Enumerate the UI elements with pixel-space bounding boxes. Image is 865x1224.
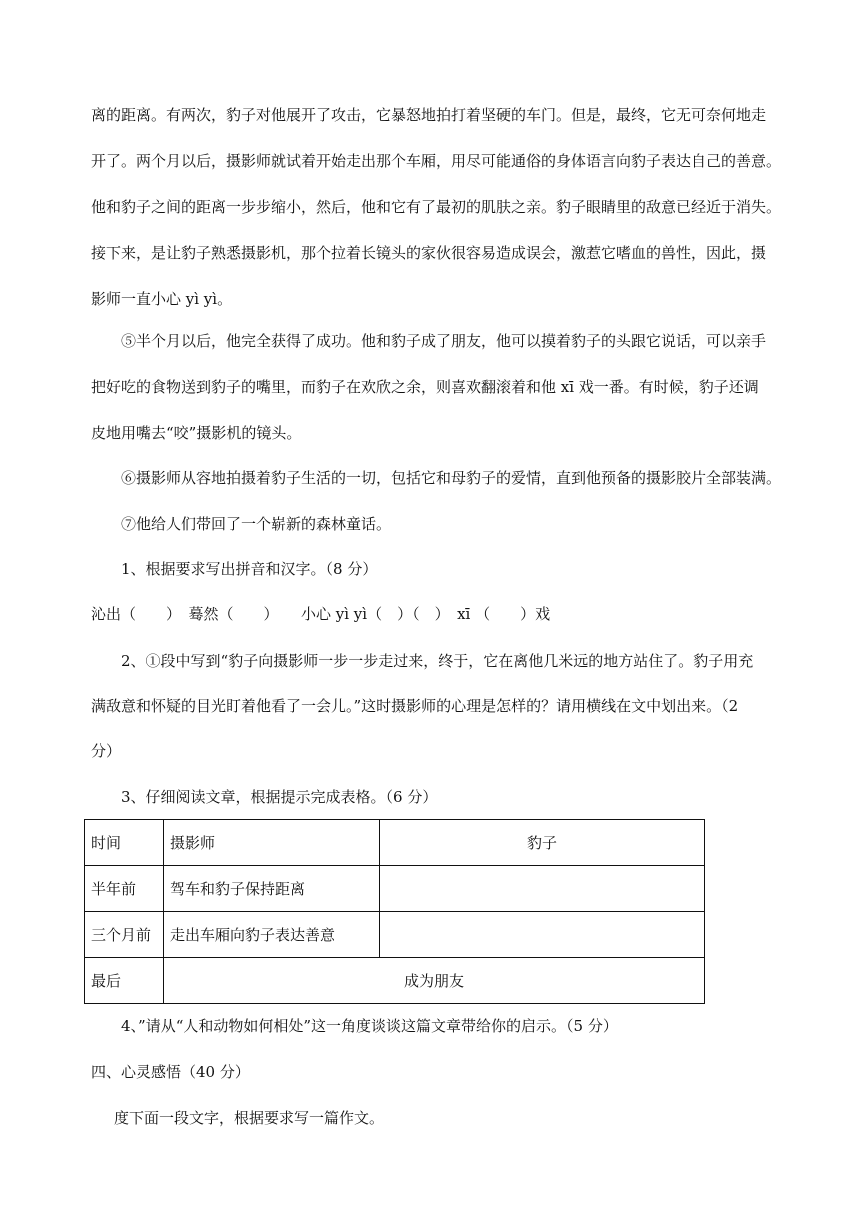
paragraph-5-line-1: ⑤半个月以后，他完全获得了成功。他和豹子成了朋友，他可以摸着豹子的头跟它说话，可以亲手	[121, 332, 767, 350]
table-row	[85, 912, 705, 958]
paragraph-5-line-2: 把好吃的食物送到豹子的嘴里，而豹子在欢欣之余，则喜欢翻滚着和他 xī 戏一番。有时候，豹子还调	[91, 378, 759, 396]
row-time: 半年前	[85, 866, 164, 912]
header-leopard: 豹子	[380, 820, 705, 866]
row-leopard-blank[interactable]	[380, 912, 705, 958]
paragraph-4-line-3: 他和豹子之间的距离一步步缩小，然后，他和它有了最初的肌肤之亲。豹子眼睛里的敌意已经近于消失。	[91, 198, 782, 216]
row-photographer: 驾车和豹子保持距离	[164, 866, 380, 912]
question-1-blanks: 沁出（ ） 蓦然（ ） 小心 yì yì（ ）（ ） xī （ ）戏	[91, 605, 551, 623]
section-4-intro: 度下面一段文字，根据要求写一篇作文。	[114, 1109, 385, 1127]
table-row	[85, 866, 705, 912]
section-4-title: 四、心灵感悟（40 分）	[91, 1063, 250, 1081]
paragraph-6: ⑥摄影师从容地拍摄着豹子生活的一切，包括它和母豹子的爱情，直到他预备的摄影胶片全部装满。	[121, 469, 782, 487]
header-photographer: 摄影师	[164, 820, 380, 866]
question-2-line-3: 分）	[91, 742, 122, 760]
question-2-line-1: 2、①段中写到“豹子向摄影师一步一步走过来，终于，它在离他几米远的地方站住了。豹子用充	[121, 652, 754, 670]
table-header-row	[85, 820, 705, 866]
paragraph-4-line-1: 离的距离。有两次，豹子对他展开了攻击，它暴怒地拍打着坚硬的车门。但是，最终，它无可奈何地走	[91, 106, 767, 124]
answer-table	[84, 819, 705, 1004]
question-4: 4、”请从“人和动物如何相处”这一角度谈谈这篇文章带给你的启示。（5 分）	[121, 1017, 618, 1035]
paragraph-5-line-3: 皮地用嘴去“咬”摄影机的镜头。	[91, 424, 302, 442]
paragraph-4-line-5: 影师一直小心 yì yì。	[91, 290, 233, 308]
paragraph-4-line-2: 开了。两个月以后，摄影师就试着开始走出那个车厢，用尽可能通俗的身体语言向豹子表达自己的善意。	[91, 152, 782, 170]
row-leopard-blank[interactable]	[380, 866, 705, 912]
question-3: 3、仔细阅读文章，根据提示完成表格。（6 分）	[121, 788, 438, 806]
table-row-last	[85, 958, 705, 1004]
paragraph-7: ⑦他给人们带回了一个崭新的森林童话。	[121, 515, 392, 533]
header-time: 时间	[85, 820, 164, 866]
question-2-line-2: 满敌意和怀疑的目光盯着他看了一会儿。”这时摄影师的心理是怎样的？请用横线在文中划出来。（2	[91, 697, 739, 715]
row-photographer: 走出车厢向豹子表达善意	[164, 912, 380, 958]
paragraph-4-line-4: 接下来，是让豹子熟悉摄影机，那个拉着长镜头的家伙很容易造成误会，激惹它嗜血的兽性，因此，摄	[91, 244, 767, 262]
row-time: 最后	[85, 958, 164, 1004]
question-1: 1、根据要求写出拼音和汉字。（8 分）	[121, 560, 378, 578]
row-merged-result: 成为朋友	[164, 958, 705, 1004]
row-time: 三个月前	[85, 912, 164, 958]
